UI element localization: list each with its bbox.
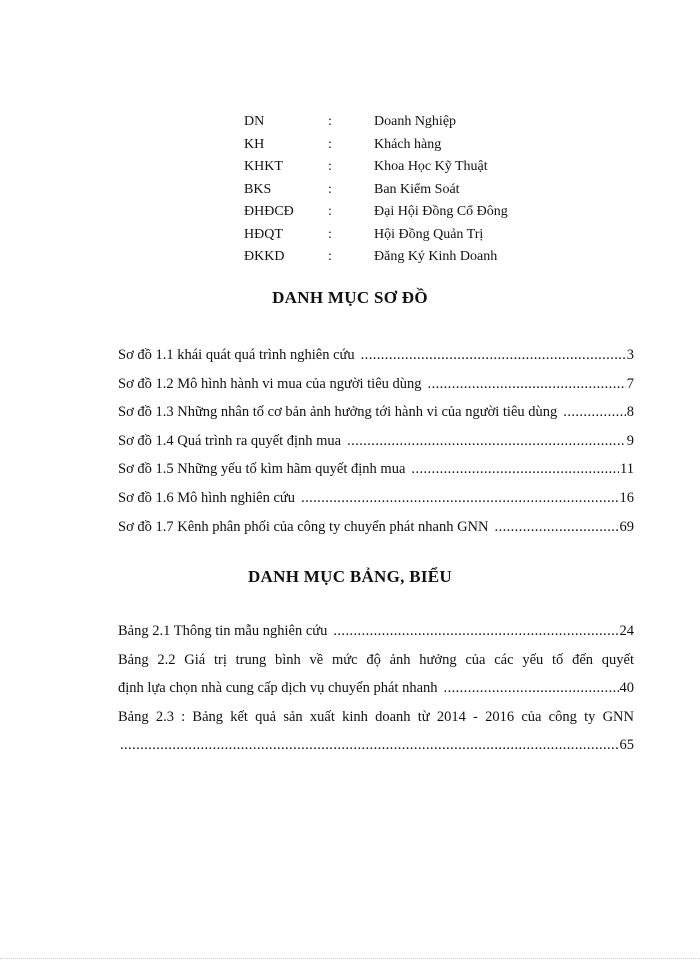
- toc-entry-page: 69: [619, 513, 635, 542]
- toc-entry[interactable]: [118, 674, 634, 703]
- toc-entry-label: Sơ đồ 1.5 Những yếu tố kìm hãm quyết định mua: [118, 461, 406, 478]
- toc-entry-label: định lựa chọn nhà cung cấp dịch vụ chuyển phát nhanh: [118, 680, 438, 697]
- abbreviation-row: [244, 134, 564, 157]
- toc-entry[interactable]: [118, 484, 634, 513]
- toc-entry[interactable]: [118, 731, 634, 760]
- abbreviation-separator: :: [328, 204, 332, 219]
- abbreviation-row: [244, 179, 564, 202]
- abbreviation-meaning: Doanh Nghiệp: [374, 114, 457, 129]
- toc-entry-label: Sơ đồ 1.1 khái quát quá trình nghiên cứu: [118, 347, 355, 363]
- abbreviation-separator: :: [328, 249, 332, 264]
- abbreviation-code: ĐHĐCĐ: [244, 204, 294, 219]
- toc-entry[interactable]: [118, 370, 634, 399]
- abbreviation-code: KH: [244, 136, 265, 152]
- abbreviation-code: KHKT: [244, 159, 283, 174]
- toc-entry[interactable]: [118, 398, 634, 427]
- toc-entry[interactable]: [118, 455, 634, 484]
- abbreviation-row: [244, 156, 564, 179]
- toc-entry-label: Bảng 2.3 : Bảng kết quả sản xuất kinh doanh từ 2014 - 2016 của công ty GNN: [118, 703, 634, 732]
- toc-entry-label: Sơ đồ 1.3 Những nhân tố cơ bản ảnh hưởng tới hành vi của người tiêu dùng: [118, 404, 558, 421]
- abbreviation-separator: :: [328, 114, 332, 129]
- diagrams-section-title: DANH MỤC SƠ ĐỒ: [272, 288, 428, 307]
- toc-entry-label: Sơ đồ 1.7 Kênh phân phối của công ty chuyển phát nhanh GNN: [118, 518, 489, 535]
- abbreviation-row: [244, 246, 564, 269]
- abbreviation-separator: :: [328, 181, 332, 197]
- toc-entry-leader: [118, 737, 120, 753]
- diagrams-toc: [118, 341, 634, 541]
- toc-entry-label: Bảng 2.1 Thông tin mẫu nghiên cứu: [118, 623, 328, 639]
- toc-entry-label: Sơ đồ 1.4 Quá trình ra quyết định mua: [118, 432, 342, 449]
- abbreviation-separator: :: [328, 226, 332, 242]
- abbreviation-meaning: Ban Kiểm Soát: [374, 181, 460, 197]
- abbreviation-meaning: Đăng Ký Kinh Doanh: [374, 249, 498, 264]
- toc-entry-page: 7: [626, 370, 634, 399]
- abbreviation-meaning: Đại Hội Đồng Cổ Đông: [374, 204, 508, 219]
- toc-entry-label: Sơ đồ 1.6 Mô hình nghiên cứu: [118, 489, 296, 506]
- toc-entry-page: 9: [626, 427, 634, 456]
- abbreviation-meaning: Khoa Học Kỹ Thuật: [374, 159, 488, 174]
- abbreviation-list: [244, 111, 564, 269]
- toc-entry-page: 11: [619, 455, 634, 484]
- toc-entry-page: 3: [626, 341, 634, 370]
- toc-entry-line[interactable]: [118, 646, 634, 675]
- toc-entry-line[interactable]: [118, 703, 634, 732]
- abbreviation-meaning: Hội Đồng Quản Trị: [374, 226, 484, 242]
- toc-entry[interactable]: [118, 341, 634, 370]
- abbreviation-meaning: Khách hàng: [374, 136, 442, 152]
- abbreviation-code: DN: [244, 114, 265, 129]
- toc-entry-page: 40: [619, 674, 635, 703]
- abbreviation-code: HĐQT: [244, 226, 283, 242]
- toc-entry-label: Sơ đồ 1.2 Mô hình hành vi mua của người tiêu dùng: [118, 375, 422, 392]
- abbreviation-row: [244, 111, 564, 134]
- toc-entry-page: 24: [619, 617, 635, 646]
- tables-toc: [118, 617, 634, 760]
- toc-entry[interactable]: [118, 427, 634, 456]
- toc-entry[interactable]: [118, 513, 634, 542]
- page-bottom-divider: [0, 958, 700, 959]
- toc-entry-page: 8: [626, 398, 634, 427]
- abbreviation-code: BKS: [244, 181, 272, 197]
- abbreviation-row: [244, 224, 564, 247]
- toc-entry-label: Bảng 2.2 Giá trị trung bình về mức độ ảnh hưởng của các yếu tố đến quyết: [118, 646, 634, 675]
- toc-entry[interactable]: [118, 617, 634, 646]
- toc-entry-page: 16: [619, 484, 635, 513]
- abbreviation-code: ĐKKD: [244, 249, 285, 264]
- toc-entry-page: 65: [619, 731, 635, 760]
- abbreviation-row: [244, 201, 564, 224]
- tables-section-title: DANH MỤC BẢNG, BIỂU: [247, 567, 453, 586]
- abbreviation-separator: :: [328, 136, 332, 152]
- abbreviation-separator: :: [328, 159, 332, 174]
